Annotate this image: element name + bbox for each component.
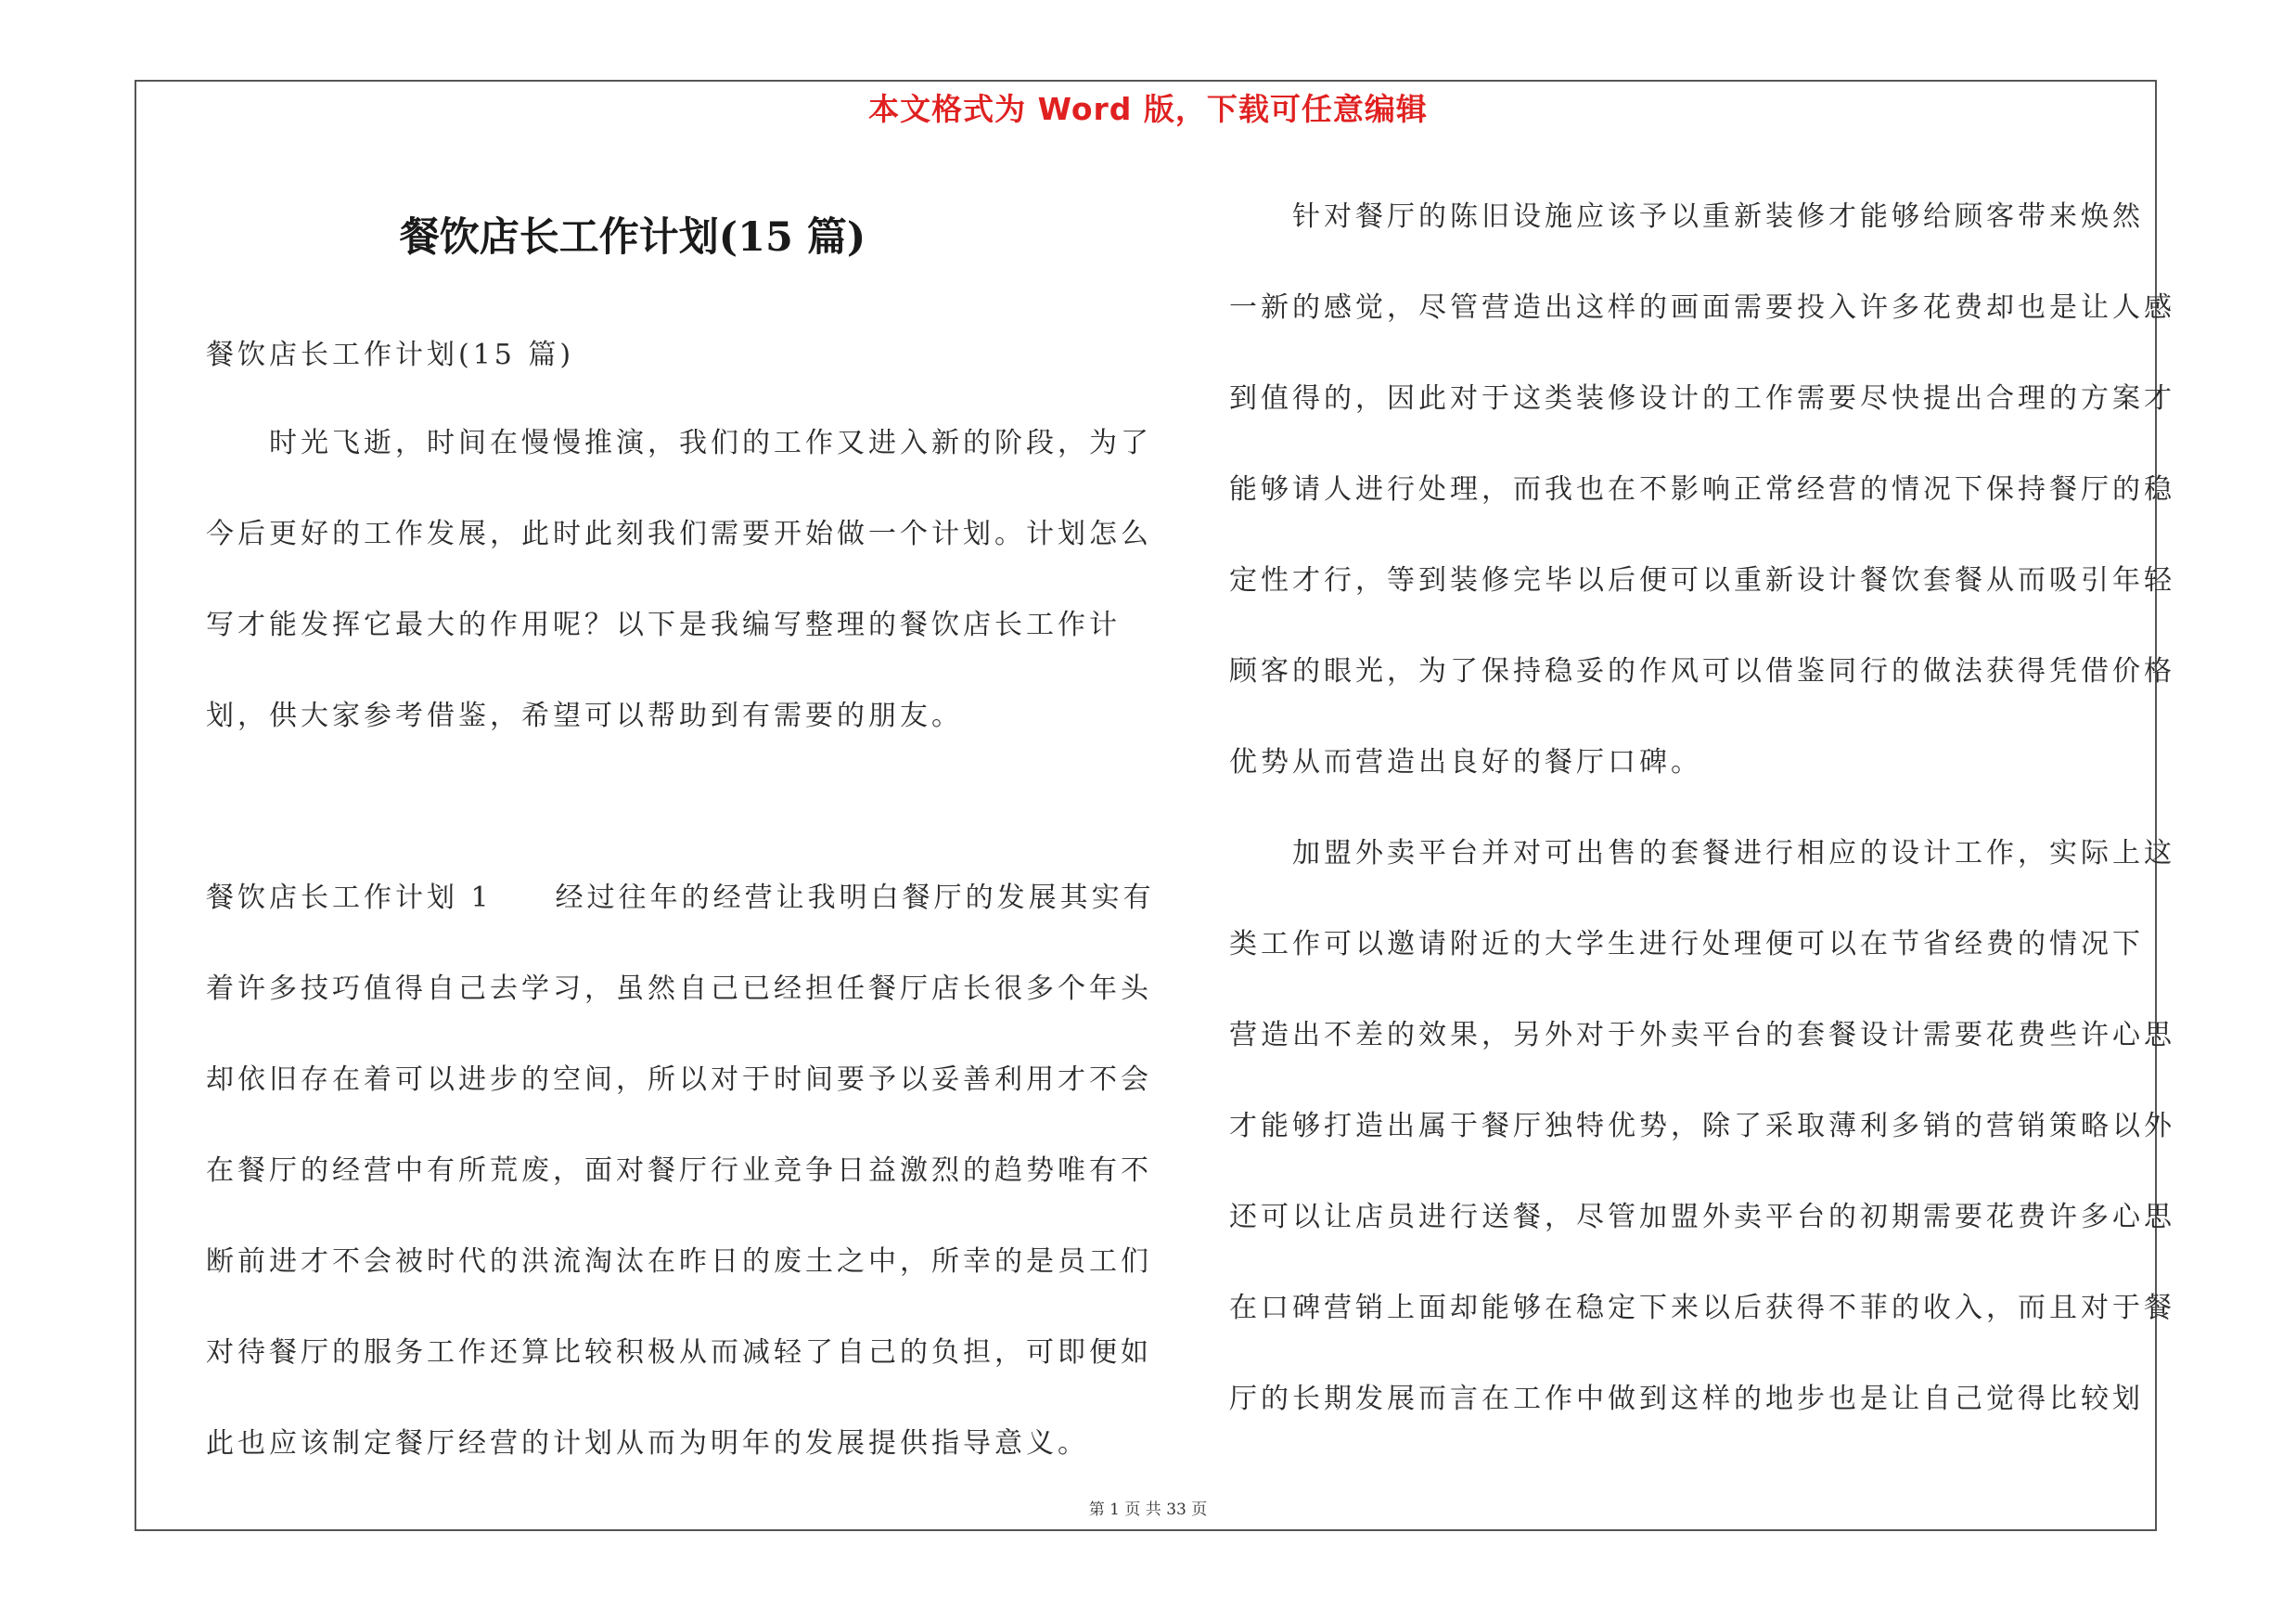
- right-para2-line: 在口碑营销上面却能够在稳定下来以后获得不菲的收入，而且对于餐: [1229, 1292, 2175, 1324]
- right-para1-line: 顾客的眼光，为了保持稳妥的作风可以借鉴同行的做法获得凭借价格: [1229, 655, 2175, 688]
- section1-line: 对待餐厅的服务工作还算比较积极从而减轻了自己的负担，可即便如: [206, 1336, 1152, 1369]
- right-para1-line: 能够请人进行处理，而我也在不影响正常经营的情况下保持餐厅的稳: [1229, 473, 2175, 506]
- right-para1-line: 一新的感觉，尽管营造出这样的画面需要投入许多花费却也是让人感: [1229, 291, 2175, 324]
- section1-line: 断前进才不会被时代的洪流淘汰在昨日的废土之中，所幸的是员工们: [206, 1245, 1152, 1278]
- right-para2-line: 营造出不差的效果，另外对于外卖平台的套餐设计需要花费些许心思: [1229, 1019, 2175, 1051]
- right-para1-line: 优势从而营造出良好的餐厅口碑。: [1229, 746, 1702, 779]
- format-banner: 本文格式为 Word 版，下载可任意编辑: [868, 91, 1428, 127]
- section1-line: 餐饮店长工作计划 1 经过往年的经营让我明白餐厅的发展其实有: [206, 882, 1155, 914]
- left-subtitle: 餐饮店长工作计划(15 篇): [206, 339, 575, 371]
- right-para2-line: 还可以让店员进行送餐，尽管加盟外卖平台的初期需要花费许多心思: [1229, 1201, 2175, 1233]
- section1-line: 此也应该制定餐厅经营的计划从而为明年的发展提供指导意义。: [206, 1427, 1089, 1460]
- right-para2-line: 厅的长期发展而言在工作中做到这样的地步也是让自己觉得比较划: [1229, 1383, 2144, 1415]
- right-para2-line: 类工作可以邀请附近的大学生进行处理便可以在节省经费的情况下: [1229, 928, 2144, 960]
- right-para2-line: 才能够打造出属于餐厅独特优势，除了采取薄利多销的营销策略以外: [1229, 1110, 2175, 1142]
- intro-line: 今后更好的工作发展，此时此刻我们需要开始做一个计划。计划怎么: [206, 518, 1152, 550]
- right-para2-line: 加盟外卖平台并对可出售的套餐进行相应的设计工作，实际上这: [1229, 837, 2175, 869]
- section1-line: 却依旧存在着可以进步的空间，所以对于时间要予以妥善利用才不会: [206, 1063, 1152, 1096]
- right-para1-line: 定性才行，等到装修完毕以后便可以重新设计餐饮套餐从而吸引年轻: [1229, 564, 2175, 597]
- right-para1-line: 到值得的，因此对于这类装修设计的工作需要尽快提出合理的方案才: [1229, 382, 2175, 415]
- page-number-footer: 第 1 页 共 33 页: [1088, 1501, 1208, 1519]
- document-title: 餐饮店长工作计划(15 篇): [399, 214, 866, 261]
- intro-line: 写才能发挥它最大的作用呢？以下是我编写整理的餐饮店长工作计: [206, 609, 1121, 641]
- intro-line: 划，供大家参考借鉴，希望可以帮助到有需要的朋友。: [206, 700, 963, 732]
- intro-line: 时光飞逝，时间在慢慢推演，我们的工作又进入新的阶段，为了: [206, 427, 1152, 459]
- section1-line: 在餐厅的经营中有所荒废，面对餐厅行业竞争日益激烈的趋势唯有不: [206, 1154, 1152, 1187]
- section1-line: 着许多技巧值得自己去学习，虽然自己已经担任餐厅店长很多个年头: [206, 973, 1152, 1005]
- right-para1-line: 针对餐厅的陈旧设施应该予以重新装修才能够给顾客带来焕然: [1229, 200, 2144, 233]
